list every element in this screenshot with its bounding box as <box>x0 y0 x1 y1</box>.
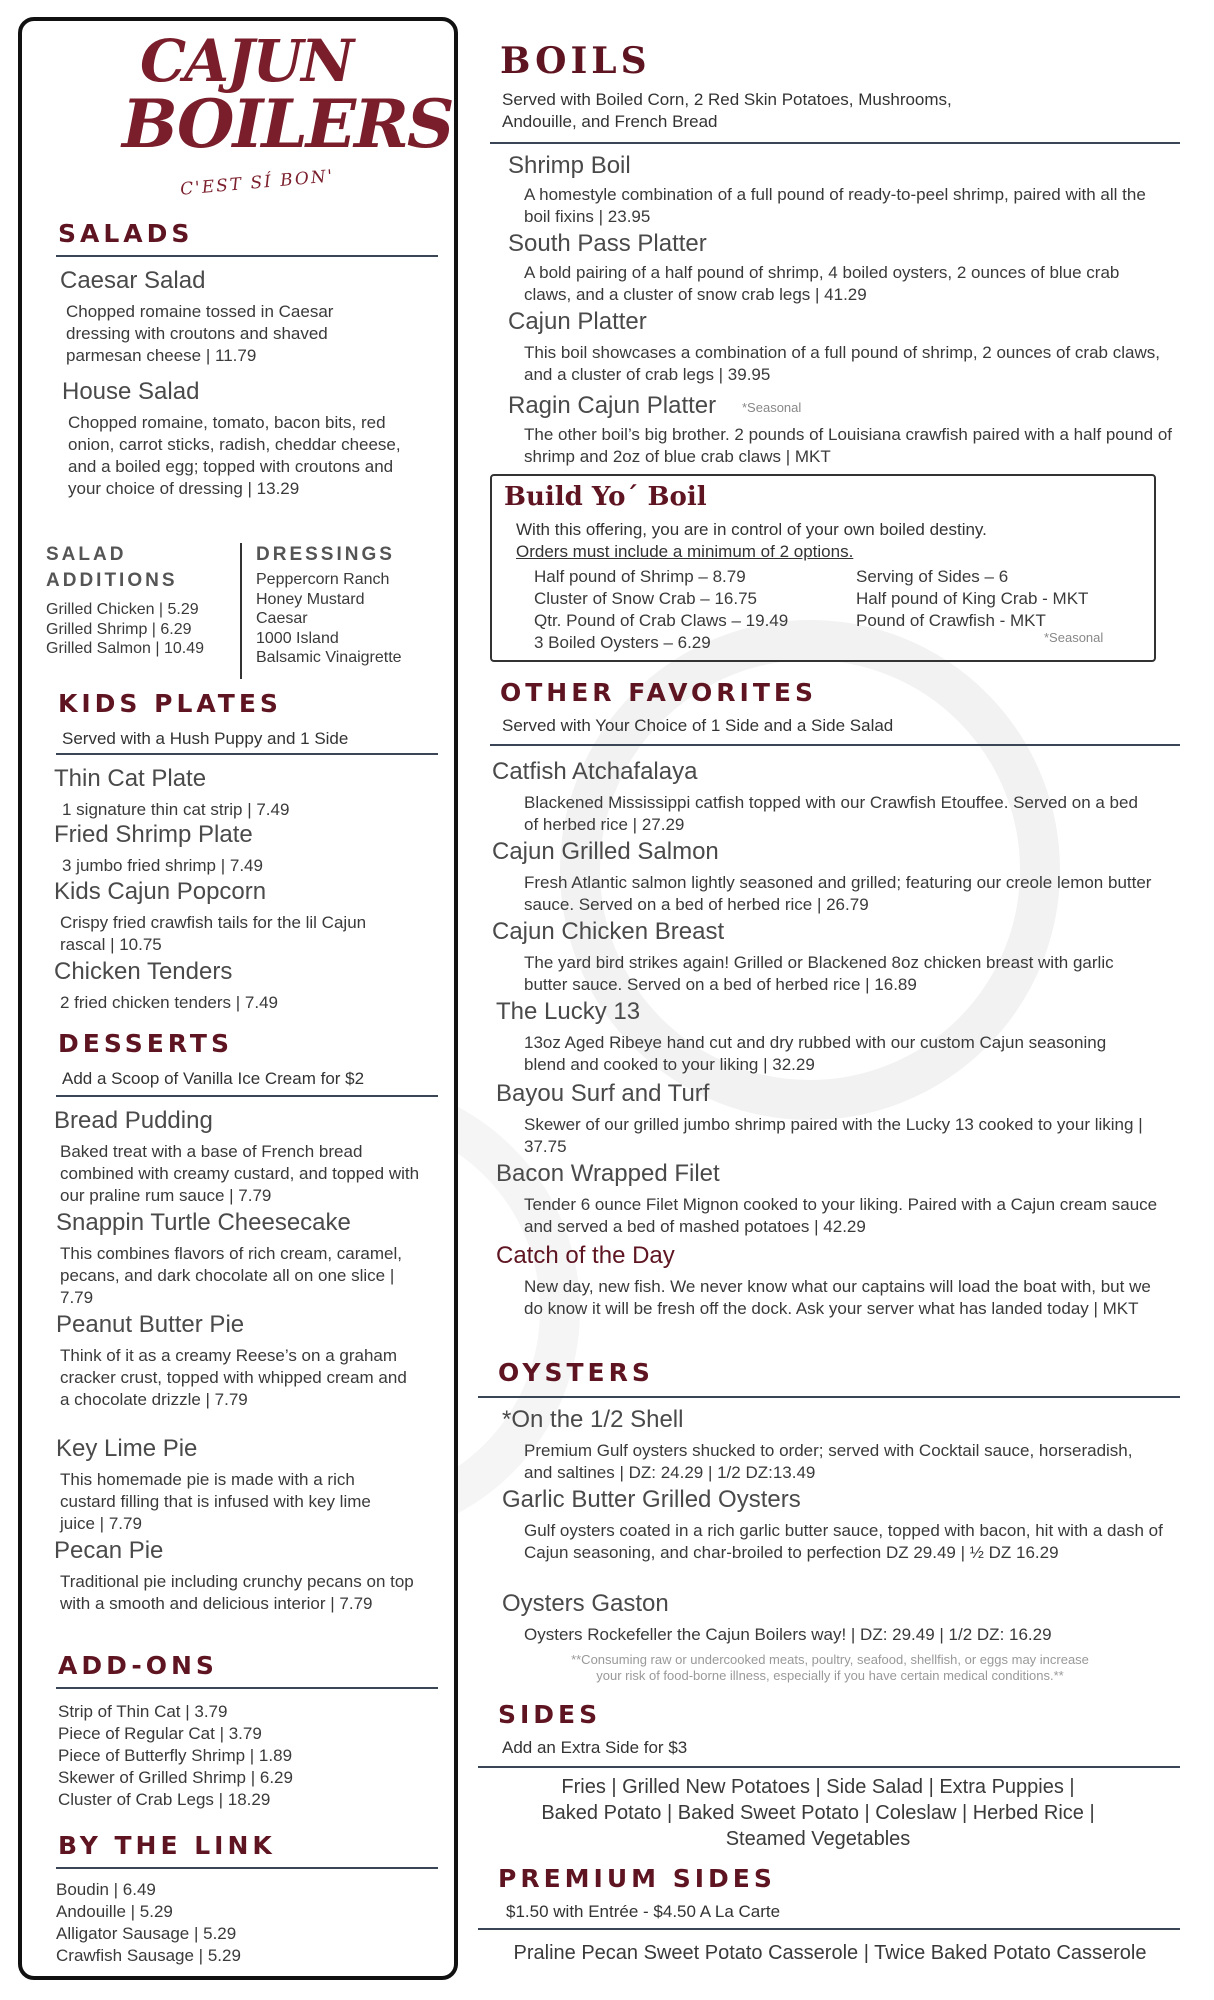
oyster-desc: Oysters Rockefeller the Cajun Boilers way! | DZ: 29.49 | 1/2 DZ: 16.29 <box>524 1625 1052 1644</box>
kids-plates-subtitle: Served with a Hush Puppy and 1 Side <box>62 729 349 748</box>
addons-list <box>58 1701 293 1811</box>
oyster-desc: Premium Gulf oysters shucked to order; served with Cocktail sauce, horseradish, and saltines | DZ: 24.29 | 1/2 DZ:13.49 <box>524 1441 1133 1482</box>
oyster-name: *On the 1/2 Shell <box>502 1406 684 1433</box>
salad-addition: Grilled Salmon | 10.49 <box>46 640 205 657</box>
salad-desc: Chopped romaine, tomato, bacon bits, red onion, carrot sticks, radish, cheddar cheese, and a boiled egg; topped with croutons and your choice of dressing | 13.29 <box>68 413 401 498</box>
build-option: Half pound of King Crab - MKT <box>856 589 1089 608</box>
boils-subtitle-1: Served with Boiled Corn, 2 Red Skin Potatoes, Mushrooms, <box>502 90 952 109</box>
dessert-desc: This combines flavors of rich cream, caramel, pecans, and dark chocolate all on one slice | 7.79 <box>60 1244 402 1307</box>
oyster-name: Oysters Gaston <box>502 1590 669 1617</box>
favorite-name: Cajun Chicken Breast <box>492 918 725 945</box>
build-option: Pound of Crawfish - MKT <box>856 611 1046 630</box>
boil-desc: This boil showcases a combination of a full pound of shrimp, 2 ounces of crab claws, and a cluster of crab legs | 39.95 <box>524 343 1160 384</box>
by-the-link-heading: BY THE LINK <box>58 1831 276 1860</box>
desserts-heading: DESSERTS <box>58 1029 233 1058</box>
dessert-name: Pecan Pie <box>54 1537 164 1564</box>
kids-item-desc: 1 signature thin cat strip | 7.49 <box>62 800 290 819</box>
favorite-name: The Lucky 13 <box>496 998 641 1025</box>
boil-name: Shrimp Boil <box>508 152 631 179</box>
other-favorites-heading: OTHER FAVORITES <box>500 678 817 707</box>
boil-name: Cajun Platter <box>508 308 647 335</box>
left-menu-panel <box>18 17 458 1980</box>
addon-item: Skewer of Grilled Shrimp | 6.29 <box>58 1768 293 1787</box>
dressings-heading: DRESSINGS <box>256 544 395 565</box>
premium-sides-heading: PREMIUM SIDES <box>498 1864 776 1893</box>
sides-rule <box>478 1766 1180 1768</box>
sides-line: Steamed Vegetables <box>725 1828 911 1850</box>
build-option: Cluster of Snow Crab – 16.75 <box>534 589 758 608</box>
link-rule <box>56 1867 438 1869</box>
addons-rule <box>56 1687 438 1689</box>
premium-rule <box>478 1928 1180 1930</box>
build-option: Serving of Sides – 6 <box>856 567 1009 586</box>
salad-additions-heading: SALAD ADDITIONS <box>46 544 178 591</box>
logo-line-2: BOILERS <box>122 85 453 163</box>
link-item: Alligator Sausage | 5.29 <box>56 1924 237 1943</box>
addon-item: Piece of Butterfly Shrimp | 1.89 <box>58 1746 293 1765</box>
build-intro: With this offering, you are in control of your own boiled destiny. <box>516 520 987 539</box>
salads-rule <box>56 255 438 257</box>
favorite-desc: Fresh Atlantic salmon lightly seasoned and grilled; featuring our creole lemon butter sauce. Served on a bed of herbed rice | 26.79 <box>524 873 1152 914</box>
logo-tagline: C'EST SÍ BON' <box>179 166 336 200</box>
favorite-desc: Skewer of our grilled jumbo shrimp paired with the Lucky 13 cooked to your liking | 37.75 <box>524 1115 1143 1156</box>
boil-desc: A homestyle combination of a full pound of ready-to-peel shrimp, paired with all the boil fixins | 23.95 <box>524 185 1146 226</box>
oyster-desc: Gulf oysters coated in a rich garlic butter sauce, topped with bacon, hit with a dash of Cajun seasoning, and char-broiled to perfection DZ 29.49 | ½ DZ 16.29 <box>524 1521 1163 1562</box>
premium-sides-subtitle: $1.50 with Entrée - $4.50 A La Carte <box>506 1902 781 1921</box>
favorite-desc: The yard bird strikes again! Grilled or Blackened 8oz chicken breast with garlic butter sauce. Served on a bed of herbed rice | 16.89 <box>524 953 1114 994</box>
additions-divider <box>240 543 242 679</box>
sides-subtitle: Add an Extra Side for $3 <box>502 1738 688 1757</box>
build-yo-boil-title: Build Yo´ Boil <box>504 482 707 512</box>
kids-rule <box>56 753 438 755</box>
boil-name: Ragin Cajun Platter <box>508 392 717 419</box>
oyster-name: Garlic Butter Grilled Oysters <box>502 1486 801 1513</box>
boils-rule <box>490 142 1180 144</box>
build-seasonal-note: *Seasonal <box>1044 630 1104 645</box>
kids-item-name: Chicken Tenders <box>54 958 233 985</box>
sides-line: Baked Potato | Baked Sweet Potato | Coleslaw | Herbed Rice | <box>541 1802 1095 1824</box>
dressing-item: Honey Mustard <box>256 590 365 608</box>
salad-additions-list <box>46 600 204 659</box>
dessert-desc: Baked treat with a base of French bread combined with creamy custard, and topped with our praline rum sauce | 7.79 <box>60 1142 420 1205</box>
disclaimer-line-2: your risk of food-borne illness, especially if you have certain medical conditions.** <box>596 1668 1064 1683</box>
kids-item-desc: 3 jumbo fried shrimp | 7.49 <box>62 856 263 875</box>
build-option: Qtr. Pound of Crab Claws – 19.49 <box>534 611 789 630</box>
kids-item-desc: 2 fried chicken tenders | 7.49 <box>60 993 278 1012</box>
dressing-item: Balsamic Vinaigrette <box>256 649 402 666</box>
link-item: Boudin | 6.49 <box>56 1880 156 1899</box>
dessert-desc: Traditional pie including crunchy pecans on top with a smooth and delicious interior | 7.79 <box>60 1572 414 1613</box>
salad-name: Caesar Salad <box>60 267 206 294</box>
favorite-name: Catfish Atchafalaya <box>492 758 698 785</box>
salad-name: House Salad <box>62 378 200 405</box>
link-item: Crawfish Sausage | 5.29 <box>56 1946 241 1965</box>
addon-item: Piece of Regular Cat | 3.79 <box>58 1724 262 1743</box>
boils-heading: BOILS <box>500 40 651 82</box>
build-options-col-2 <box>856 566 1088 632</box>
addon-item: Cluster of Crab Legs | 18.29 <box>58 1790 271 1809</box>
premium-sides-list: Praline Pecan Sweet Potato Casserole | Twice Baked Potato Casserole <box>513 1942 1147 1964</box>
raw-food-disclaimer <box>490 1652 1170 1684</box>
favorite-name: Bacon Wrapped Filet <box>496 1160 720 1187</box>
dessert-name: Snappin Turtle Cheesecake <box>56 1209 351 1236</box>
favorites-rule <box>490 744 1180 746</box>
boil-desc: The other boil’s big brother. 2 pounds of Louisiana crawfish paired with a half pound of shrimp and 2oz of blue crab claws | MKT <box>524 425 1172 466</box>
dessert-name: Peanut Butter Pie <box>56 1311 245 1338</box>
favorite-desc: 13oz Aged Ribeye hand cut and dry rubbed with our custom Cajun seasoning blend and cooked to your liking | 32.29 <box>524 1033 1107 1074</box>
favorite-name: Cajun Grilled Salmon <box>492 838 719 865</box>
kids-item-name: Thin Cat Plate <box>54 765 207 792</box>
kids-plates-heading: KIDS PLATES <box>58 689 282 718</box>
build-option: Half pound of Shrimp – 8.79 <box>534 567 746 586</box>
boil-desc: A bold pairing of a half pound of shrimp, 4 boiled oysters, 2 ounces of blue crab claws, and a cluster of snow crab legs | 41.29 <box>524 263 1120 304</box>
dessert-name: Bread Pudding <box>54 1107 213 1134</box>
dressing-item: 1000 Island <box>256 629 339 647</box>
build-yo-boil-box <box>490 474 1156 662</box>
dessert-desc: This homemade pie is made with a rich custard filling that is infused with key lime juice | 7.79 <box>60 1470 371 1533</box>
favorite-name: Bayou Surf and Turf <box>496 1080 710 1107</box>
salad-addition: Grilled Shrimp | 6.29 <box>46 620 192 638</box>
dessert-desc: Think of it as a creamy Reese’s on a graham cracker crust, topped with whipped cream and a chocolate drizzle | 7.79 <box>60 1346 407 1409</box>
logo-line-1: CAJUN <box>140 27 353 95</box>
build-minimum-note: Orders must include a minimum of 2 options. <box>516 542 854 561</box>
boils-subtitle-2: Andouille, and French Bread <box>502 112 718 131</box>
cajun-boilers-logo <box>122 27 453 217</box>
other-favorites-subtitle: Served with Your Choice of 1 Side and a Side Salad <box>502 716 894 735</box>
dressing-item: Caesar <box>256 610 308 627</box>
desserts-rule <box>56 1095 438 1097</box>
link-item: Andouille | 5.29 <box>56 1902 173 1921</box>
sides-line: Fries | Grilled New Potatoes | Side Salad | Extra Puppies | <box>561 1776 1075 1798</box>
salads-heading: SALADS <box>58 219 194 248</box>
kids-item-name: Kids Cajun Popcorn <box>54 878 267 905</box>
salad-addition: Grilled Chicken | 5.29 <box>46 601 199 618</box>
dressings-list <box>256 570 402 668</box>
dessert-name: Key Lime Pie <box>56 1435 198 1462</box>
addons-heading: ADD-ONS <box>58 1651 218 1680</box>
oysters-heading: OYSTERS <box>498 1358 654 1387</box>
dressing-item: Peppercorn Ranch <box>256 571 390 588</box>
sides-list <box>478 1774 1158 1852</box>
favorite-desc: Blackened Mississippi catfish topped with our Crawfish Etouffee. Served on a bed of herbed rice | 27.29 <box>524 793 1138 834</box>
favorite-desc: Tender 6 ounce Filet Mignon cooked to your liking. Paired with a Cajun cream sauce and served a bed of mashed potatoes | 42.29 <box>524 1195 1158 1236</box>
ragin-cajun-seasonal-note: *Seasonal <box>742 400 802 415</box>
desserts-subtitle: Add a Scoop of Vanilla Ice Cream for $2 <box>62 1069 365 1088</box>
favorite-desc: New day, new fish. We never know what our captains will load the boat with, but we do know it will be fresh off the dock. Ask your server what has landed today | MKT <box>524 1277 1151 1318</box>
kids-item-desc: Crispy fried crawfish tails for the lil Cajun rascal | 10.75 <box>60 913 367 954</box>
disclaimer-line-1: **Consuming raw or undercooked meats, poultry, seafood, shellfish, or eggs may increase <box>571 1652 1089 1667</box>
boil-name: South Pass Platter <box>508 230 707 257</box>
addon-item: Strip of Thin Cat | 3.79 <box>58 1702 228 1721</box>
link-list <box>56 1879 241 1967</box>
oysters-rule <box>478 1396 1180 1398</box>
build-option: 3 Boiled Oysters – 6.29 <box>534 633 711 652</box>
build-options-col-1 <box>534 566 788 654</box>
kids-item-name: Fried Shrimp Plate <box>54 821 253 848</box>
sides-heading: SIDES <box>498 1700 602 1729</box>
favorite-name: Catch of the Day <box>496 1242 675 1269</box>
salad-desc: Chopped romaine tossed in Caesar dressing with croutons and shaved parmesan cheese | 11.79 <box>66 302 334 365</box>
